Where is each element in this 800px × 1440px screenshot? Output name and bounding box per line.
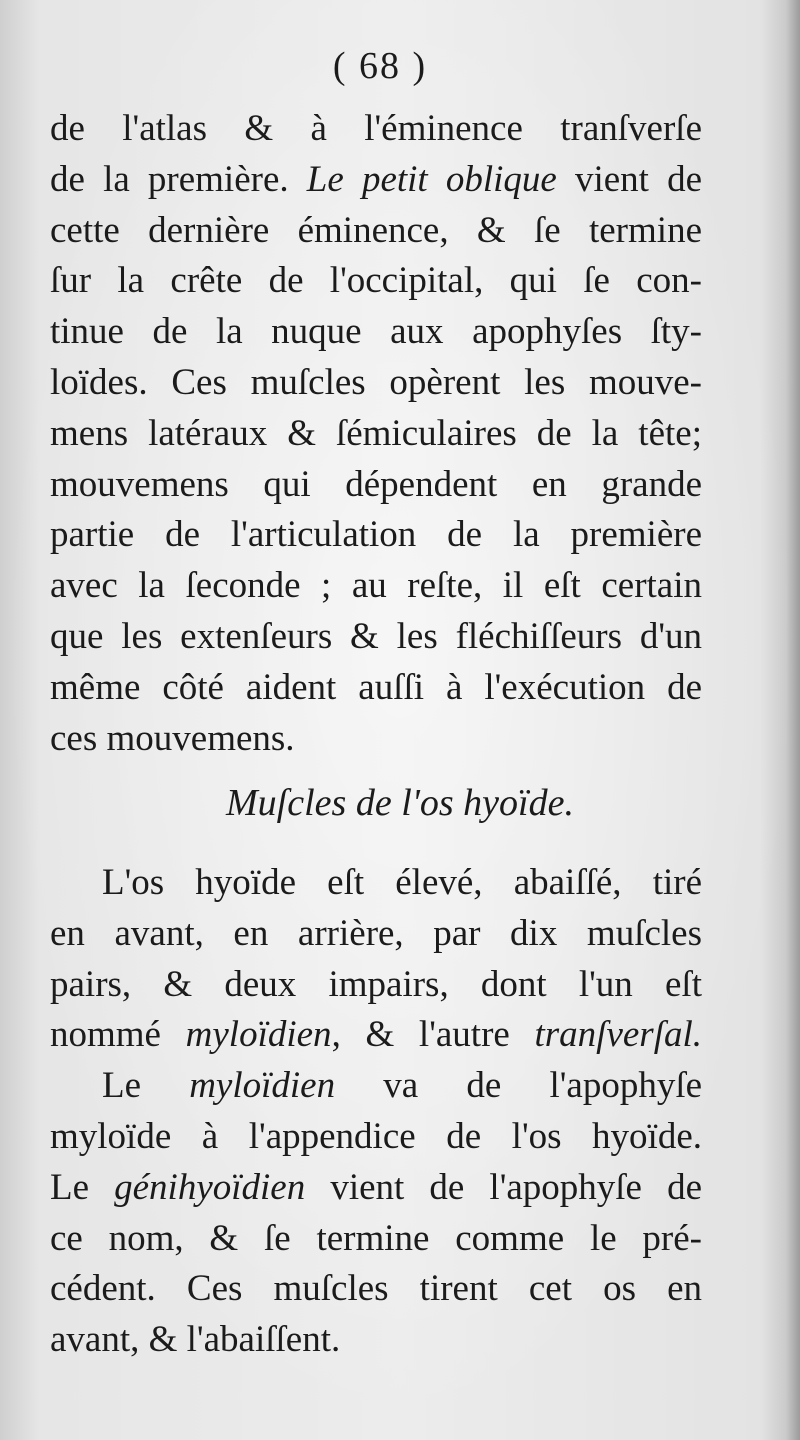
text-line: partie de l'articulation de la première [50, 514, 702, 556]
italic-term: génihyoïdien [114, 1166, 306, 1208]
text-line: même côté aident auſſi à l'exécution de [50, 666, 702, 708]
text-fragment: va de l'apophyſe [383, 1065, 702, 1107]
text-fragment: vient de [574, 158, 702, 200]
text-line: cette dernière éminence, & ſe termine [50, 209, 702, 251]
text-line: avec la ſeconde ; au reſte, il eſt certain [50, 565, 702, 607]
text-line: cédent. Ces muſcles tirent cet os en [50, 1268, 702, 1310]
italic-term: tranſverſal. [534, 1014, 702, 1056]
page-number: ( 68 ) [332, 45, 428, 87]
text-line: pairs, & deux impairs, dont l'un eſt [50, 963, 702, 1005]
text-line [50, 155, 702, 206]
text-line: mouvemens qui dépendent en grande [50, 463, 702, 505]
text-line [50, 1163, 702, 1214]
text-line: avant, & l'abaiſſent. [50, 1319, 341, 1361]
text-fragment: Le [102, 1065, 142, 1107]
paragraph-1 [50, 104, 702, 764]
text-line: myloïde à l'appendice de l'os hyoïde. [50, 1115, 702, 1157]
italic-term: myloïdien [189, 1065, 336, 1107]
italic-term: myloïdien [185, 1014, 332, 1056]
text-fragment: , & l'autre [331, 1014, 510, 1056]
text-line: en avant, en arrière, par dix muſcles [50, 912, 702, 954]
text-line: mens latéraux & ſémiculaires de la tête; [50, 412, 702, 454]
page-edge-shadow [786, 0, 800, 1440]
italic-term: Le petit oblique [306, 158, 557, 200]
text-line: ce nom, & ſe termine comme le pré- [50, 1217, 702, 1259]
paragraph-2 [50, 858, 702, 1366]
text-line: loïdes. Ces muſcles opèrent les mouve- [50, 361, 702, 403]
text-line: ſur la crête de l'occipital, qui ſe con- [50, 260, 702, 302]
text-fragment: nommé [50, 1014, 161, 1056]
text-line: L'os hyoïde eſt élevé, abaiſſé, tiré [102, 862, 702, 903]
text-line: de l'atlas & à l'éminence tranſverſe [50, 108, 702, 149]
text-fragment: Le [50, 1166, 90, 1208]
text-line: tinue de la nuque aux apophyſes ſty- [50, 311, 702, 353]
section-heading: Muſcles de l'os hyoïde. [226, 782, 574, 824]
text-line [50, 1010, 702, 1061]
text-fragment: vient de l'apophyſe de [330, 1166, 702, 1208]
text-line: ces mouvemens. [50, 717, 295, 759]
text-line: que les extenſeurs & les fléchiſſeurs d'un [50, 615, 702, 657]
text-fragment: de la première. [50, 158, 289, 200]
text-line [50, 1061, 702, 1112]
